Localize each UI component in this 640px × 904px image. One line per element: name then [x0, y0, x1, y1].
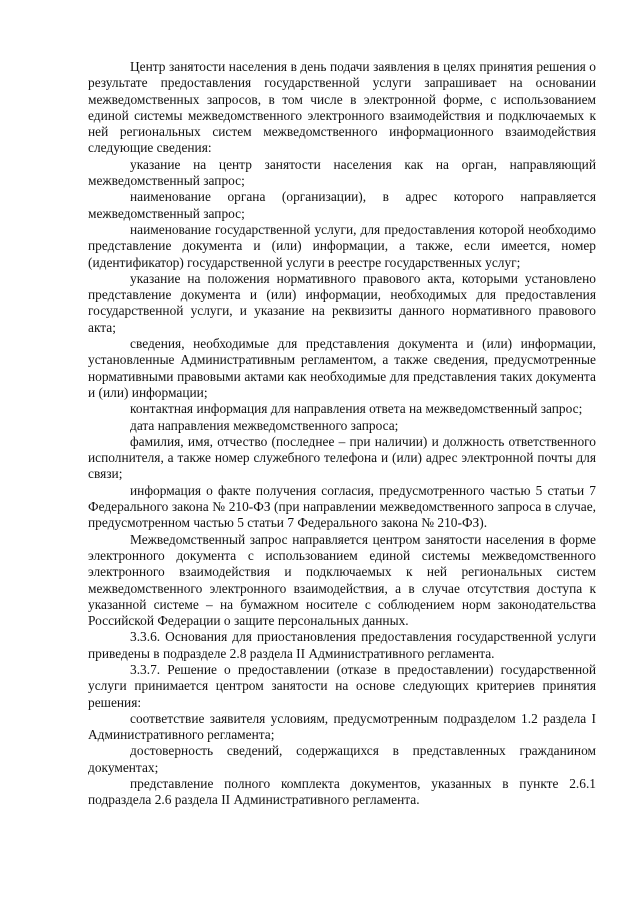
list-item-consent: информация о факте получения согласия, предусмотренного частью 5 статьи 7 Федерального закона № 210-ФЗ (при направлении межведомственного запроса в случае, предусмотренном частью 5 статьи 7 Федерального закона № 210-ФЗ).	[88, 482, 596, 531]
paragraph-intro: Центр занятости населения в день подачи заявления в целях принятия решения о результате предоставления государственной услуги запрашивает на основании межведомственных запросов, в том числе в электронной форме, с использованием единой системы межведомственного электронного взаимодействия и подключаемых к ней региональных систем межведомственного информационного взаимодействия следующие сведения:	[88, 59, 596, 156]
list-item-legal-act: указание на положения нормативного правового акта, которыми установлено представление документа и (или) информации, необходимых для предоставления государственной услуги, и указание на реквизиты данного нормативного правового акта;	[88, 270, 596, 335]
criterion-data-reliability: достоверность сведений, содержащихся в представленных гражданином документах;	[88, 743, 596, 775]
paragraph-3-3-7: 3.3.7. Решение о предоставлении (отказе в предоставлении) государственной услуги принимается центром занятости на основе следующих критериев принятия решения:	[88, 661, 596, 710]
list-item-executor: фамилия, имя, отчество (последнее – при наличии) и должность ответственного исполнителя, а также номер служебного телефона и (или) адрес электронной почты для связи;	[88, 433, 596, 482]
list-item-required-info: сведения, необходимые для представления документа и (или) информации, установленные Административным регламентом, а также сведения, предусмотренные нормативными правовыми актами как необходимые для представления таких документа и (или) информации;	[88, 336, 596, 400]
paragraph-3-3-6: 3.3.6. Основания для приостановления предоставления государственной услуги приведены в подразделе 2.8 раздела II Административного регламента.	[88, 629, 596, 661]
list-item-service-name: наименование государственной услуги, для предоставления которой необходимо представление документа и (или) информации, а также, если имеется, номер (идентификатор) государственной услуги в реестре государственных услуг;	[88, 221, 596, 270]
criterion-applicant-conformity: соответствие заявителя условиям, предусмотренным подразделом 1.2 раздела I Административного регламента;	[88, 710, 596, 743]
list-item-organ-name: наименование органа (организации), в адрес которого направляется межведомственный запрос;	[88, 189, 596, 221]
paragraph-request-form: Межведомственный запрос направляется центром занятости населения в форме электронного документа с использованием единой системы межведомственного электронного взаимодействия и подключаемых к ней региональных систем межведомственного электронного взаимодействия, а в случае отсутствия доступа к указанной системе – на бумажном носителе с соблюдением норм законодательства Российской Федерации о защите персональных данных.	[88, 531, 596, 629]
list-item-request-date: дата направления межведомственного запроса;	[130, 417, 399, 433]
document-page	[88, 59, 596, 809]
list-item-center-indication: указание на центр занятости населения как на орган, направляющий межведомственный запрос;	[88, 156, 596, 189]
criterion-full-document-set: представление полного комплекта документов, указанных в пункте 2.6.1 подраздела 2.6 раздела II Административного регламента.	[88, 776, 596, 808]
list-item-contact-info: контактная информация для направления ответа на межведомственный запрос;	[130, 401, 583, 417]
